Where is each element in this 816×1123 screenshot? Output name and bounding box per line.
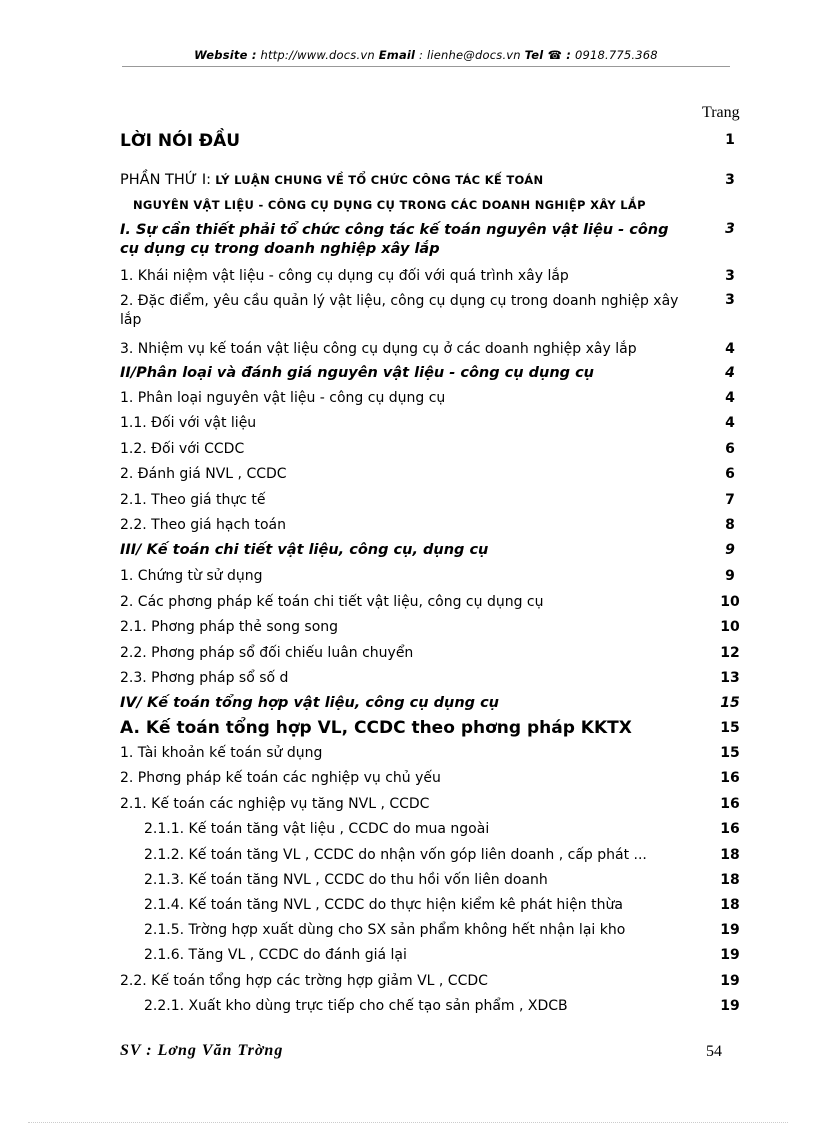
footer-page-number: 54 xyxy=(706,1043,722,1060)
toc-entry-title: 2.1.4. Kế toán tăng NVL , CCDC do thực hiện kiểm kê phát hiện thừa xyxy=(144,897,623,913)
toc-entry-page: 8 xyxy=(725,517,735,533)
toc-entry-page: 6 xyxy=(725,466,735,482)
toc-entry-title: III/ Kế toán chi tiết vật liệu, công cụ, dụng cụ xyxy=(120,542,489,558)
website-value: http://www.docs.vn xyxy=(256,48,379,62)
page-header xyxy=(122,48,730,62)
toc-entry-title: IV/ Kế toán tổng hợp vật liệu, công cụ dụng cụ xyxy=(120,695,499,711)
toc-entry-page: 13 xyxy=(720,670,740,686)
toc-entry-page: 10 xyxy=(720,619,740,635)
toc-entry-page: 7 xyxy=(725,492,735,508)
toc-entry-title: 1. Chứng từ sử dụng xyxy=(120,568,263,584)
toc-entry-page: 9 xyxy=(725,542,735,558)
toc-entry-title: I. Sự cần thiết phải tổ chức công tác kế toán nguyên vật liệu - công cụ dụng cụ trong doanh nghiệp xây lắp xyxy=(120,222,669,257)
toc-entry-page: 19 xyxy=(720,998,740,1014)
toc-entry-title: 3. Nhiệm vụ kế toán vật liệu công cụ dụng cụ ở các doanh nghiệp xây lắp xyxy=(120,341,637,357)
toc-entry-page: 10 xyxy=(720,594,740,610)
toc-entry-title: 2.1.3. Kế toán tăng NVL , CCDC do thu hồi vốn liên doanh xyxy=(144,872,548,888)
toc-entry-title: A. Kế toán tổng hợp VL, CCDC theo phơng pháp KKTX xyxy=(120,718,632,738)
email-value: : lienhe@docs.vn xyxy=(415,48,525,62)
toc-entry-page: 3 xyxy=(725,292,735,308)
tel-label: Tel ☎ : xyxy=(524,48,572,62)
toc-entry-title: 2.1.5. Trờng hợp xuất dùng cho SX sản phẩm không hết nhận lại kho xyxy=(144,922,626,938)
toc-entry-page: 9 xyxy=(725,568,735,584)
toc-entry-page: 4 xyxy=(725,365,735,381)
toc-entry-page: 19 xyxy=(720,973,740,989)
toc-entry-page: 18 xyxy=(720,847,740,863)
toc-entry-title: 2. Các phơng pháp kế toán chi tiết vật liệu, công cụ dụng cụ xyxy=(120,594,544,610)
toc-entry-page: 15 xyxy=(720,695,740,711)
toc-entry-title: 2.1. Phơng pháp thẻ song song xyxy=(120,619,339,635)
toc-entry-page: 18 xyxy=(720,897,740,913)
toc-entry-title: 1.2. Đối với CCDC xyxy=(120,441,245,457)
toc-entry-title: 2.1. Theo giá thực tế xyxy=(120,492,266,508)
toc-entry-page: 6 xyxy=(725,441,735,457)
page-column-heading: Trang xyxy=(702,104,740,121)
toc-entry-title: 1. Khái niệm vật liệu - công cụ dụng cụ đối với quá trình xây lắp xyxy=(120,268,569,284)
toc-entry-page: 3 xyxy=(725,268,735,284)
toc-entry-page: 19 xyxy=(720,947,740,963)
toc-entry-title: NGUYÊN VẬT LIỆU - CÔNG CỤ DỤNG CỤ TRONG CÁC DOANH NGHIỆP XÂY LẮP xyxy=(133,198,646,212)
toc-entry-title: LỜI NÓI ĐẦU xyxy=(120,131,241,151)
part-title: LÝ LUẬN CHUNG VỀ TỔ CHỨC CÔNG TÁC KẾ TOÁN xyxy=(211,173,544,187)
toc-entry-page: 15 xyxy=(720,720,740,736)
toc-entry-title: 2.2. Kế toán tổng hợp các trờng hợp giảm VL , CCDC xyxy=(120,973,488,989)
website-label: Website : xyxy=(194,48,257,62)
toc-entry-title: 2.2. Theo giá hạch toán xyxy=(120,517,287,533)
toc-entry-title: 2.1.1. Kế toán tăng vật liệu , CCDC do mua ngoài xyxy=(144,821,490,837)
toc-entry-title: II/Phân loại và đánh giá nguyên vật liệu - công cụ dụng cụ xyxy=(120,365,595,381)
toc-entry-page: 4 xyxy=(725,341,735,357)
toc-entry-page: 16 xyxy=(720,770,740,786)
toc-entry-page: 16 xyxy=(720,821,740,837)
toc-entry-title xyxy=(120,172,695,188)
toc-entry-title: 2. Đánh giá NVL , CCDC xyxy=(120,466,287,482)
toc-entry-title: 2.1.2. Kế toán tăng VL , CCDC do nhận vốn góp liên doanh , cấp phát ... xyxy=(144,847,647,863)
toc-entry-page: 4 xyxy=(725,390,735,406)
footer-author: SV : Lơng Văn Trờng xyxy=(120,1042,284,1059)
toc-entry-page: 4 xyxy=(725,415,735,431)
toc-entry-title: 2.1. Kế toán các nghiệp vụ tăng NVL , CCDC xyxy=(120,796,430,812)
toc-entry-page: 16 xyxy=(720,796,740,812)
header-divider xyxy=(122,66,730,67)
toc-entry-title: 1. Tài khoản kế toán sử dụng xyxy=(120,745,323,761)
toc-entry-page: 15 xyxy=(720,745,740,761)
toc-entry-title: 2.1.6. Tăng VL , CCDC do đánh giá lại xyxy=(144,947,407,963)
part-label: PHẦN THỨ I: xyxy=(120,172,211,188)
toc-entry-page: 19 xyxy=(720,922,740,938)
toc-entry-page: 12 xyxy=(720,645,740,661)
toc-entry-title: 2.2. Phơng pháp sổ đối chiếu luân chuyển xyxy=(120,645,414,661)
toc-entry-title: 2. Phơng pháp kế toán các nghiệp vụ chủ yếu xyxy=(120,770,441,786)
email-label: Email xyxy=(378,48,416,62)
toc-entry-page: 3 xyxy=(725,172,735,188)
toc-entry-page: 1 xyxy=(725,132,735,148)
toc-entry-page: 18 xyxy=(720,872,740,888)
toc-entry-page: 3 xyxy=(725,221,735,237)
toc-entry-title: 1. Phân loại nguyên vật liệu - công cụ dụng cụ xyxy=(120,390,446,406)
tel-value: 0918.775.368 xyxy=(571,48,658,62)
toc-entry-title: 1.1. Đối với vật liệu xyxy=(120,415,257,431)
toc-entry-title: 2.3. Phơng pháp sổ số d xyxy=(120,670,289,686)
toc-entry-title: 2. Đặc điểm, yêu cầu quản lý vật liệu, công cụ dụng cụ trong doanh nghiệp xây lắp xyxy=(120,293,679,328)
toc-entry-title: 2.2.1. Xuất kho dùng trực tiếp cho chế tạo sản phẩm , XDCB xyxy=(144,998,568,1014)
